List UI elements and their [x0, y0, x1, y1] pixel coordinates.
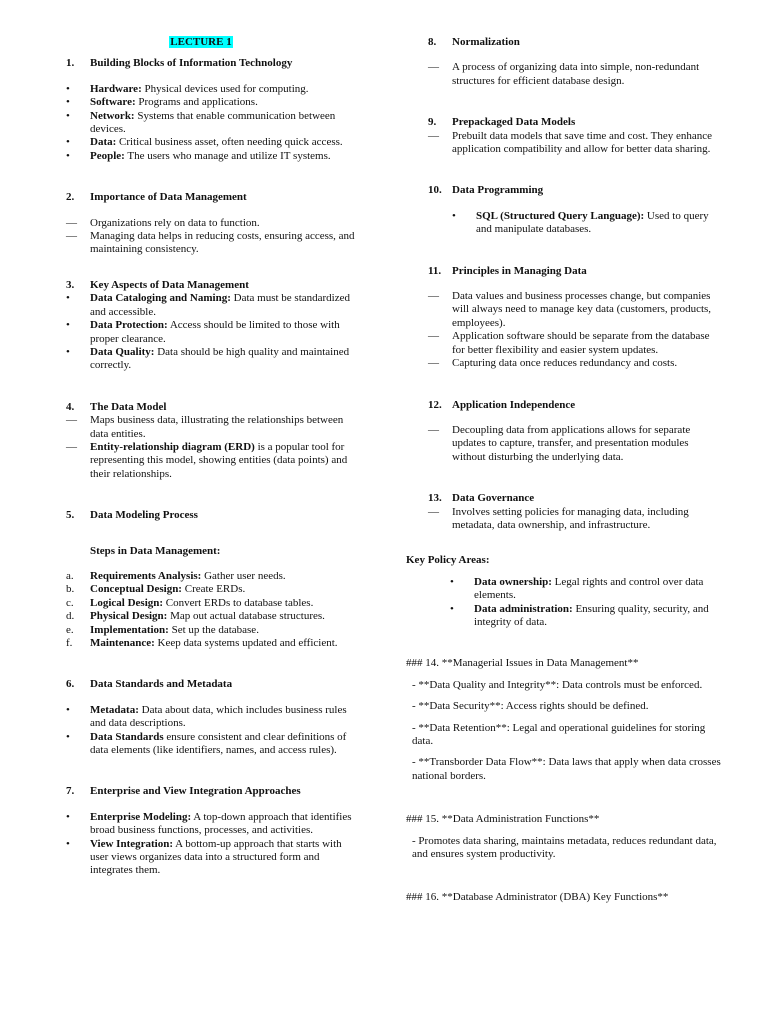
lecture-title: LECTURE 1	[170, 36, 232, 48]
section-heading: 10. Data Programming	[428, 184, 544, 197]
section-7	[66, 785, 358, 877]
section-heading: 4. The Data Model	[66, 400, 167, 413]
bullet-icon: •	[450, 575, 454, 588]
bullet-item: • Software: Programs and applications.	[66, 96, 258, 109]
section-heading: 5. Data Modeling Process	[66, 509, 198, 522]
section-4	[66, 401, 358, 481]
dash-item: — Capturing data once reduces redundancy and costs.	[428, 357, 678, 370]
section-16	[406, 891, 722, 904]
bullet-icon: •	[66, 96, 70, 109]
section-8	[406, 36, 722, 88]
bullet-icon: •	[66, 136, 70, 149]
subheading: Steps in Data Management:	[90, 544, 221, 557]
bullet-item: • Data: Critical business asset, often needing quick access.	[66, 136, 343, 149]
section-10	[406, 184, 722, 236]
section-heading: 1. Building Blocks of Information Technology	[66, 57, 293, 70]
step-item: e. Implementation: Set up the database.	[66, 623, 259, 636]
dash-item: — Involves setting policies for managing data, including metadata, data ownership, and infrastructure.	[428, 505, 689, 531]
bullet-item: • View Integration: A bottom-up approach that starts with user views organizes data into a structured form and integrates them.	[66, 837, 342, 877]
step-item: b. Conceptual Design: Create ERDs.	[66, 583, 246, 596]
section-heading: 8. Normalization	[428, 36, 520, 48]
title-wrap	[66, 36, 336, 49]
dash-item: — Maps business data, illustrating the relationships between data entities.	[66, 414, 344, 440]
dash-icon: —	[428, 129, 439, 142]
bullet-icon: •	[66, 292, 70, 305]
dash-item: — Prebuilt data models that save time and cost. They enhance application compatibility and allow for better data sharing.	[428, 129, 713, 156]
dash-item: — Data values and business processes change, but companies will always need to manage key data (customers, products, employees).	[428, 290, 712, 329]
bullet-icon: •	[66, 837, 70, 850]
policy-heading: Key Policy Areas:	[406, 554, 490, 567]
bullet-icon: •	[66, 703, 70, 716]
section-heading: 12. Application Independence	[428, 398, 576, 411]
bullet-icon: •	[66, 810, 70, 823]
dash-item: — Managing data helps in reducing costs, ensuring access, and maintaining consistency.	[66, 230, 355, 256]
bullet-item: • Enterprise Modeling: A top-down approach that identifies broad business functions, processes, and activities.	[66, 810, 352, 837]
markdown-item: - **Data Security**: Access rights should be defined.	[412, 700, 649, 713]
dash-icon: —	[428, 330, 439, 343]
section-heading: 2. Importance of Data Management	[66, 191, 247, 204]
section-2	[66, 191, 358, 257]
bullet-item: • Data Cataloging and Naming: Data must be standardized and accessible.	[66, 292, 351, 318]
bullet-item: • Data ownership: Legal rights and control over data elements.	[450, 575, 704, 602]
markdown-item: - **Transborder Data Flow**: Data laws that apply when data crosses national borders.	[412, 756, 721, 782]
section-6	[66, 678, 358, 757]
section-1	[66, 57, 358, 163]
bullet-item: • Data Quality: Data should be high quality and maintained correctly.	[66, 345, 350, 372]
dash-item: — Decoupling data from applications allows for separate updates to capture, transfer, and presentation modules without disturbing the underlying data.	[428, 423, 691, 463]
dash-icon: —	[428, 357, 439, 370]
section-9	[406, 116, 722, 156]
bullet-item: • Network: Systems that enable communication between devices.	[66, 109, 336, 136]
markdown-item: - Promotes data sharing, maintains metadata, reduces redundant data, and ensures system productivity.	[412, 834, 717, 861]
step-item: f. Maintenance: Keep data systems updated and efficient.	[66, 637, 338, 649]
dash-item: — Organizations rely on data to function.	[66, 216, 260, 229]
section-3	[66, 279, 358, 373]
step-item: c. Logical Design: Convert ERDs to database tables.	[66, 596, 314, 609]
bullet-item: • Data Protection: Access should be limited to those with proper clearance.	[66, 319, 340, 345]
markdown-item: - **Data Quality and Integrity**: Data controls must be enforced.	[412, 678, 703, 691]
section-5	[66, 509, 358, 650]
section-heading: 7. Enterprise and View Integration Approaches	[66, 785, 301, 798]
step-item: d. Physical Design: Map out actual database structures.	[66, 610, 325, 623]
dash-icon: —	[428, 61, 439, 74]
dash-icon: —	[428, 423, 439, 436]
section-13	[406, 492, 722, 532]
markdown-heading: ### 16. **Database Administrator (DBA) Key Functions**	[406, 891, 669, 904]
markdown-heading: ### 14. **Managerial Issues in Data Management**	[406, 657, 639, 670]
section-heading: 11. Principles in Managing Data	[428, 264, 587, 277]
bullet-item: • People: The users who manage and utilize IT systems.	[66, 149, 331, 162]
dash-item: — A process of organizing data into simple, non-redundant structures for efficient database design.	[428, 61, 700, 87]
bullet-icon: •	[66, 149, 70, 162]
bullet-icon: •	[66, 82, 70, 95]
section-15	[406, 813, 722, 861]
left-column	[66, 36, 358, 878]
section-11	[406, 265, 722, 371]
bullet-icon: •	[66, 345, 70, 358]
dash-icon: —	[66, 414, 77, 427]
bullet-item: • Data administration: Ensuring quality, security, and integrity of data.	[450, 602, 709, 628]
section-heading: 13. Data Governance	[428, 492, 535, 505]
dash-icon: —	[66, 440, 77, 453]
section-heading: 3. Key Aspects of Data Management	[66, 278, 249, 291]
section-12	[406, 399, 722, 465]
section-heading: 9. Prepackaged Data Models	[428, 116, 576, 129]
bullet-icon: •	[66, 319, 70, 332]
step-item: a. Requirements Analysis: Gather user needs.	[66, 569, 286, 582]
markdown-heading: ### 15. **Data Administration Functions**	[406, 813, 600, 826]
bullet-item: • Hardware: Physical devices used for computing.	[66, 82, 309, 95]
bullet-icon: •	[66, 730, 70, 743]
section-heading: 6. Data Standards and Metadata	[66, 678, 233, 691]
right-column	[406, 36, 722, 905]
dash-icon: —	[428, 290, 439, 303]
key-policy-areas	[406, 554, 722, 629]
bullet-icon: •	[452, 209, 456, 222]
section-14	[406, 657, 722, 783]
bullet-item: • Metadata: Data about data, which includes business rules and data descriptions.	[66, 703, 347, 730]
bullet-icon: •	[450, 602, 454, 615]
markdown-item: - **Data Retention**: Legal and operational guidelines for storing data.	[412, 721, 706, 747]
dash-icon: —	[66, 230, 77, 243]
dash-icon: —	[428, 505, 439, 518]
dash-item: — Entity-relationship diagram (ERD) is a popular tool for representing this model, showing entities (data points) and their relationships.	[66, 440, 348, 480]
dash-item: — Application software should be separate from the database for better flexibility and easier system updates.	[428, 330, 710, 356]
dash-icon: —	[66, 216, 77, 229]
bullet-item: • Data Standards ensure consistent and clear definitions of data elements (like identifiers, names, and access rules).	[66, 730, 347, 757]
bullet-item: • SQL (Structured Query Language): Used to query and manipulate databases.	[452, 209, 709, 236]
bullet-icon: •	[66, 109, 70, 122]
